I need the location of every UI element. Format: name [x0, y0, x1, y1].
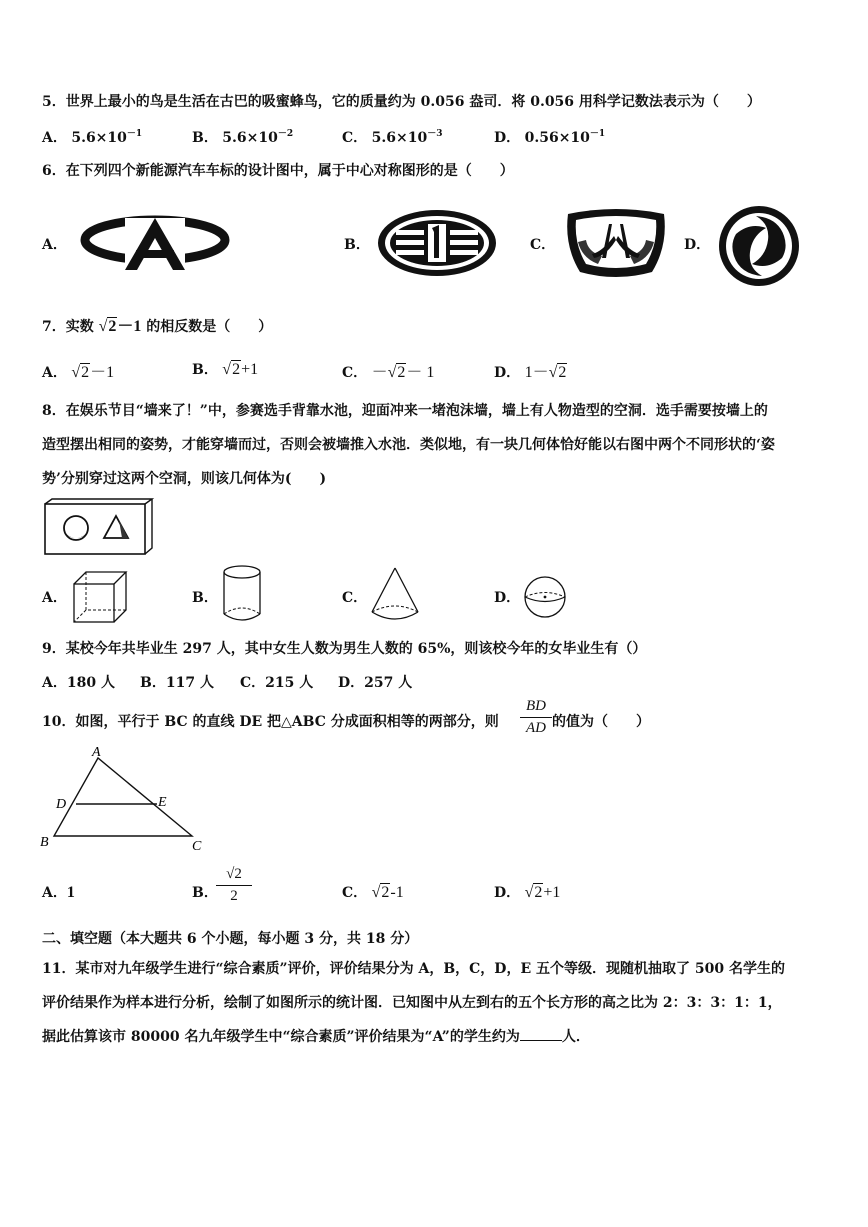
dongfeng-logo-icon: [716, 204, 802, 288]
sphere-icon: [522, 574, 568, 620]
question-11-line3: [42, 1026, 590, 1046]
option-letter: C．: [240, 675, 266, 691]
q10-option-b-letter: B．: [192, 885, 218, 901]
question-9-stem: 9．某校今年共毕业生 297 人，其中女生人数为男生人数的 65%，则该校今年的女毕业生有（）: [42, 641, 647, 657]
radicand: 2: [534, 884, 543, 901]
fraction-numerator: BD: [526, 698, 546, 714]
option-text: 1: [66, 884, 75, 901]
q8-option-b-letter: B．: [192, 590, 218, 606]
option-value: 0.56×10: [524, 130, 590, 146]
question-6-stem: 6．在下列四个新能源汽车车标的设计图中，属于中心对称图形的是（ ）: [42, 163, 514, 179]
question-8-line3: 势’分别穿过这两个空洞，则该几何体为( ): [42, 471, 327, 487]
fraction-numerator: √2: [226, 866, 242, 882]
line-text-end: 人．: [561, 1029, 590, 1045]
stem-tail: －1: [117, 318, 142, 335]
q8-option-c-letter: C．: [342, 590, 368, 606]
cone-icon: [368, 566, 422, 624]
q5-option-b: [192, 126, 293, 147]
expr-pre: 1－: [524, 364, 549, 381]
option-letter: A．: [42, 885, 67, 901]
radicand: 2: [558, 364, 567, 381]
triangle-abc-figure: [40, 744, 210, 856]
q6-option-b-letter: B．: [344, 237, 370, 253]
option-text: 215 人: [265, 675, 314, 691]
question-5-stem: 5．世界上最小的鸟是生活在古巴的吸蜜蜂鸟，它的质量约为 0.056 盎司．将 0.056 用科学记数法表示为（ ）: [42, 94, 761, 110]
question-8-line2: 造型摆出相同的姿势，才能穿墙而过，否则会被墙推入水池．类似地，有一块几何体恰好能以右图中两个不同形状的‘姿: [42, 437, 775, 453]
q8-option-d-letter: D．: [494, 590, 521, 606]
option-exponent: －3: [427, 129, 443, 139]
answer-blank[interactable]: [520, 1040, 562, 1041]
q9-option-c: [240, 672, 313, 692]
option-letter: D．: [494, 885, 521, 901]
expr-post: -1: [390, 884, 404, 901]
option-letter: A．: [42, 675, 67, 691]
option-text: 257 人: [364, 675, 413, 691]
question-7-stem: [42, 313, 272, 336]
q7-option-d: [494, 359, 567, 382]
q7-option-b: [192, 359, 258, 379]
option-expression: √2+1: [222, 361, 259, 378]
radicand: 2: [397, 364, 406, 381]
question-10-stem-suffix: 的值为（ ）: [552, 714, 650, 730]
question-11-line1: 11．某市对九年级学生进行“综合素质”评价，评价结果分为 A，B，C，D，E 五个等级．现随机抽取了 500 名学生的: [42, 961, 785, 977]
expr-pre: －: [371, 364, 388, 381]
option-letter: B．: [140, 675, 166, 691]
option-value: 5.6×10: [371, 130, 428, 146]
faw-logo-icon: [376, 208, 498, 278]
option-exponent: －1: [126, 129, 143, 139]
vertex-c-label: C: [192, 839, 202, 854]
q10-option-a: [42, 882, 75, 902]
q5-option-c: [342, 126, 442, 147]
q7-option-c: [342, 359, 434, 382]
option-exponent: －2: [277, 129, 294, 139]
question-8-line1: 8．在娱乐节目“墙来了！”中，参赛选手背靠水池，迎面冲来一堵泡沫墙，墙上有人物造型的空洞．选手需要按墙上的: [42, 403, 768, 419]
q9-option-d: [338, 672, 412, 692]
option-letter: D．: [494, 365, 521, 381]
bd-over-ad-fraction: [520, 698, 552, 737]
expr-post: － 1: [406, 364, 435, 381]
option-letter: C．: [342, 885, 368, 901]
option-value: 5.6×10: [71, 130, 127, 146]
q10-option-c: [342, 882, 404, 902]
vertex-b-label: B: [40, 835, 49, 850]
chery-logo-icon: [80, 210, 230, 274]
q6-option-a-letter: A．: [42, 237, 67, 253]
expr-post: －1: [90, 364, 115, 381]
question-10-stem-prefix: 10．如图，平行于 BC 的直线 DE 把△ABC 分成面积相等的两部分，则: [42, 714, 499, 730]
q5-option-a: [42, 126, 142, 147]
q7-option-a: [42, 359, 114, 382]
q5-option-d: [494, 126, 605, 147]
baojun-logo-icon: [562, 206, 670, 280]
option-letter: D．: [494, 130, 521, 146]
radicand: 2: [108, 318, 117, 335]
option-letter: B．: [192, 362, 218, 378]
q10-option-b-fraction: [216, 866, 252, 905]
radicand: 2: [81, 364, 90, 381]
option-value: 5.6×10: [222, 130, 278, 146]
radicand: 2: [381, 884, 390, 901]
q10-option-d: [494, 882, 560, 902]
option-text: 180 人: [66, 675, 115, 691]
expr-post: +1: [543, 884, 561, 901]
sqrt-expression: √2－1: [98, 318, 142, 335]
question-11-line2: 评价结果作为样本进行分析，绘制了如图所示的统计图．已知图中从左到右的五个长方形的高之比为 2：3：3：1：1，: [42, 995, 782, 1011]
q9-option-a: [42, 672, 115, 692]
option-letter: A．: [42, 130, 67, 146]
option-exponent: －1: [589, 129, 606, 139]
stem-prefix: 7．实数: [42, 319, 94, 335]
radicand: 2: [232, 361, 241, 378]
vertex-a-label: A: [92, 745, 101, 760]
fraction-denominator: AD: [526, 720, 546, 736]
cube-icon: [70, 570, 130, 624]
line-text: 据此估算该市 80000 名九年级学生中“综合素质”评价结果为“A”的学生约为: [42, 1029, 520, 1045]
option-letter: D．: [338, 675, 365, 691]
option-text: 117 人: [165, 675, 214, 691]
option-letter: C．: [342, 365, 368, 381]
option-letter: A．: [42, 365, 67, 381]
point-e-label: E: [158, 795, 167, 810]
cylinder-icon: [220, 564, 266, 624]
q8-option-a-letter: A．: [42, 590, 67, 606]
fraction-denominator: 2: [230, 888, 238, 904]
option-expression: √2-1: [371, 884, 404, 901]
expr-post: +1: [241, 361, 259, 378]
option-letter: B．: [192, 130, 218, 146]
option-expression: －√2－ 1: [371, 364, 435, 381]
point-d-label: D: [56, 797, 67, 812]
stem-suffix: 的相反数是（ ）: [146, 319, 273, 335]
option-expression: 1－√2: [524, 364, 567, 381]
option-letter: C．: [342, 130, 368, 146]
option-expression: √2+1: [524, 884, 561, 901]
q6-option-c-letter: C．: [530, 237, 556, 253]
section-2-title: 二、填空题（本大题共 6 个小题，每小题 3 分，共 18 分）: [42, 931, 419, 947]
q9-option-b: [140, 672, 214, 692]
q6-option-d-letter: D．: [684, 237, 711, 253]
wall-with-holes-figure: [44, 498, 154, 556]
option-expression: √2－1: [71, 364, 115, 381]
